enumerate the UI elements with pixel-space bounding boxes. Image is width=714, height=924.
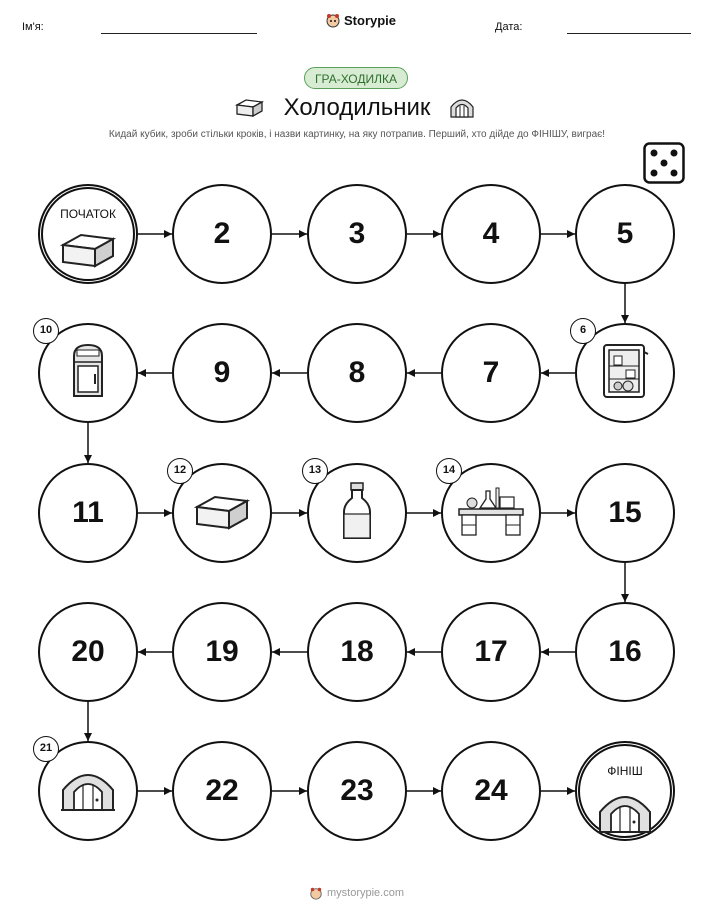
board-cell-15 [575,463,675,563]
board-cell-2 [172,184,272,284]
arrow-head [433,230,441,238]
cell-number: 15 [608,496,642,529]
arrow-head [164,230,172,238]
arrow-head [433,787,441,795]
cell-number-badge: 13 [302,458,328,484]
board-cell-11 [38,463,138,563]
arrow-head [138,648,146,656]
finish-cell [575,741,675,841]
cell-number: 19 [205,635,239,668]
logo-text: Storypie [344,12,397,28]
cell-number: 3 [348,217,366,250]
cell-number-badge: 14 [436,458,462,484]
lab-desk-icon [456,483,526,544]
fridge-icon [68,342,108,405]
cell-number: 18 [340,635,374,668]
arrow-head [164,509,172,517]
arrow-head [84,455,92,463]
cell-number: 2 [213,217,231,250]
cell-number-badge: 21 [33,736,59,762]
cell-number: 4 [482,217,500,250]
arrow-head [567,787,575,795]
cell-number: 8 [348,356,366,389]
cell-number: 11 [72,496,104,529]
cell-number-badge: 12 [167,458,193,484]
board-cell-5 [575,184,675,284]
cell-number: 16 [608,635,642,668]
storypie-mascot-icon [309,886,323,900]
board-cell-4 [441,184,541,284]
board-cell-9 [172,323,272,423]
arrow-head [621,594,629,602]
butter-icon [59,229,117,274]
start-cell [38,184,138,284]
board-cell-18 [307,602,407,702]
arrow-head [299,509,307,517]
cell-number-badge: 6 [570,318,596,344]
arrow-head [272,648,280,656]
board-cell-16 [575,602,675,702]
cell-number-badge: 10 [33,318,59,344]
cell-number: 7 [482,356,500,389]
arrow-head [407,369,415,377]
board-cell-17 [441,602,541,702]
board-cell-24 [441,741,541,841]
name-label: Ім'я: [22,21,44,33]
board-cell-7 [441,323,541,423]
milk-bottle-icon [340,480,374,547]
arrow-head [567,230,575,238]
board-cell-8 [307,323,407,423]
arrow-head [567,509,575,517]
start-label: ПОЧАТОК [60,207,116,221]
cell-number: 20 [71,635,105,668]
arrow-head [164,787,172,795]
instructions: Кидай кубик, зроби стільки кроків, і назви картинку, на яку потрапив. Перший, хто дійде до ФІНІШУ, виграє! [108,129,606,140]
arrow-head [621,315,629,323]
board-cell-22 [172,741,272,841]
finish-label: ФІНІШ [607,764,643,778]
board-cell-20 [38,602,138,702]
game-type-badge: ГРА-ХОДИЛКА [304,67,408,89]
arrow-head [541,648,549,656]
cellar-door-icon [597,788,653,839]
date-label: Дата: [495,21,523,33]
cell-number: 9 [213,356,231,389]
cell-number: 22 [205,774,239,807]
cell-number: 5 [616,217,634,250]
arrow-head [299,787,307,795]
butter-icon [193,491,251,536]
open-fridge-icon [600,342,650,405]
page-title: Холодильник [283,94,431,121]
cellar-door-icon [60,766,116,817]
arrow-head [299,230,307,238]
board-cell-3 [307,184,407,284]
board-cell-23 [307,741,407,841]
arrow-head [272,369,280,377]
arrow-head [84,733,92,741]
arrow-head [433,509,441,517]
cell-number: 23 [340,774,374,807]
arrow-head [407,648,415,656]
footer [309,886,404,900]
cell-number: 17 [474,635,508,668]
board-cell-19 [172,602,272,702]
arrow-head [138,369,146,377]
footer-url: mystorypie.com [327,887,405,899]
arrow-head [541,369,549,377]
cell-number: 24 [474,774,508,807]
